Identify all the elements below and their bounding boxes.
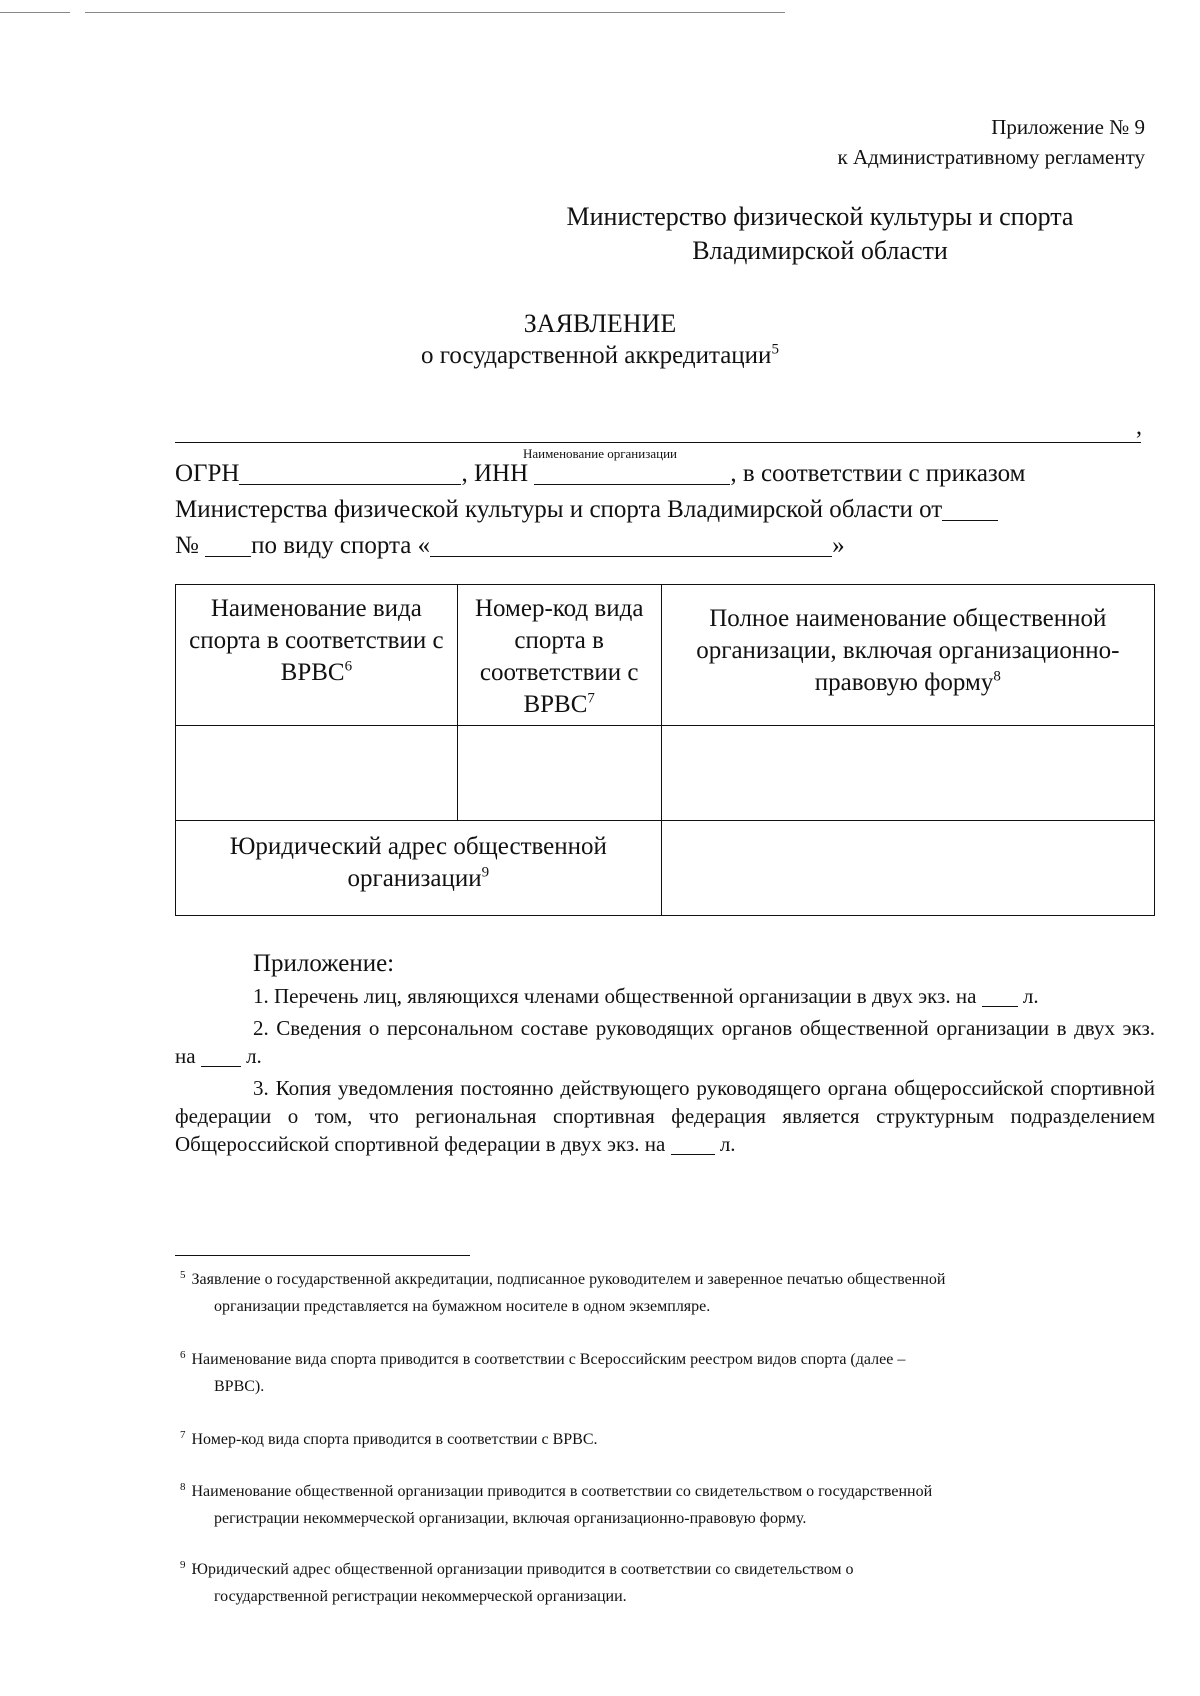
ministry-name <box>520 200 1120 268</box>
footnote-separator <box>175 1255 470 1256</box>
header-sport-code: Номер-код вида спорта в соответствии с ВРВС$^7$ <box>457 585 661 726</box>
document-title: ЗАЯВЛЕНИЕ <box>523 309 677 338</box>
sport-name-cell[interactable] <box>176 726 458 821</box>
attachments-heading: Приложение: <box>253 950 395 977</box>
inn-field[interactable] <box>534 460 730 485</box>
pages-field[interactable] <box>671 1134 715 1155</box>
attachments-section <box>175 948 1155 1162</box>
footnote-9: $^9$ Юридический адрес общественной организации приводится в соответствии со свидетельством о государственной регистрации некоммерческой организации. <box>180 1558 854 1605</box>
document-subtitle <box>0 340 1200 372</box>
footnote-ref: 5 <box>771 341 779 358</box>
form-line-sport <box>175 528 1155 564</box>
appendix-number: Приложение № 9 <box>991 115 1145 139</box>
pages-field[interactable] <box>201 1046 241 1067</box>
footnote-ref: 9 <box>481 864 490 881</box>
inn-label: , ИНН <box>461 460 529 487</box>
footnote-ref: 6 <box>344 658 353 675</box>
order-ministry-text: Министерства физической культуры и спорта Владимирской области от <box>175 496 943 523</box>
ministry-line-1: Министерство физической культуры и спорта <box>566 202 1074 231</box>
scan-edge-line <box>0 12 70 13</box>
attachment-item-2: 2. Сведения о персональном составе руководящих органов общественной организации в двух экз. на л. <box>175 1016 1155 1068</box>
header-organization-fullname: Полное наименование общественной организации, включая организационно-правовую форму$^8$ <box>661 585 1154 726</box>
table-row-address <box>176 821 1155 916</box>
organization-fullname-cell[interactable] <box>661 726 1154 821</box>
ogrn-label: ОГРН <box>175 460 240 487</box>
table-row <box>176 726 1155 821</box>
footnote-ref: 8 <box>993 668 1001 685</box>
form-line-ministry <box>175 492 1155 528</box>
footnote-5: $^5$ Заявление о государственной аккредитации, подписанное руководителем и заверенное печатью общественной организации представляется на бумажном носителе в одном экземпляре. <box>180 1268 946 1315</box>
order-number-label: № <box>175 532 199 559</box>
footnote-7: $^7$ Номер-код вида спорта приводится в соответствии с ВРВС. <box>180 1428 598 1448</box>
ogrn-field[interactable] <box>239 460 461 485</box>
sport-close-quote: » <box>832 532 845 559</box>
organization-name-field[interactable] <box>175 442 1141 443</box>
form-line-ogrn <box>175 456 1155 492</box>
footnote-8: $^8$ Наименование общественной организации приводится в соответствии со свидетельством о государственной регистрации некоммерческой организации, включая организационно-правовую форму. <box>180 1480 933 1527</box>
subtitle-text: о государственной аккредитации <box>421 342 772 369</box>
attachment-item-3: 3. Копия уведомления постоянно действующего руководящего органа общероссийской спортивной федерации о том, что региональная спортивная федерация является структурным подразделением Общероссийской спортивной федерации в двух экз. на л. <box>175 1076 1155 1156</box>
address-label-cell: Юридический адрес общественной организации$^9$ <box>176 821 662 916</box>
order-text: , в соответствии с приказом <box>730 460 1026 487</box>
ministry-line-2: Владимирской области <box>692 236 948 265</box>
table-header-row <box>176 585 1155 726</box>
header-sport-name: Наименование вида спорта в соответствии с ВРВС$^6$ <box>176 585 458 726</box>
appendix-reference <box>838 112 1145 172</box>
sport-field[interactable] <box>430 532 832 557</box>
footnote-ref: 7 <box>587 690 595 707</box>
sport-label: по виду спорта « <box>251 532 431 559</box>
scan-edge-line <box>85 12 785 13</box>
pages-field[interactable] <box>982 986 1018 1007</box>
address-value-cell[interactable] <box>661 821 1154 916</box>
sport-info-table <box>175 584 1155 916</box>
organization-caption: Наименование организации <box>522 446 678 461</box>
attachment-item-1: 1. Перечень лиц, являющихся членами общественной организации в двух экз. на л. <box>253 984 1039 1008</box>
footnote-6: $^6$ Наименование вида спорта приводится в соответствии с Всероссийским реестром видов спорта (далее – ВРВС). <box>180 1348 906 1395</box>
order-date-field[interactable] <box>942 496 998 521</box>
order-number-field[interactable] <box>205 532 251 557</box>
organization-comma: , <box>1136 414 1142 440</box>
sport-code-cell[interactable] <box>457 726 661 821</box>
appendix-to: к Административному регламенту <box>837 145 1145 169</box>
